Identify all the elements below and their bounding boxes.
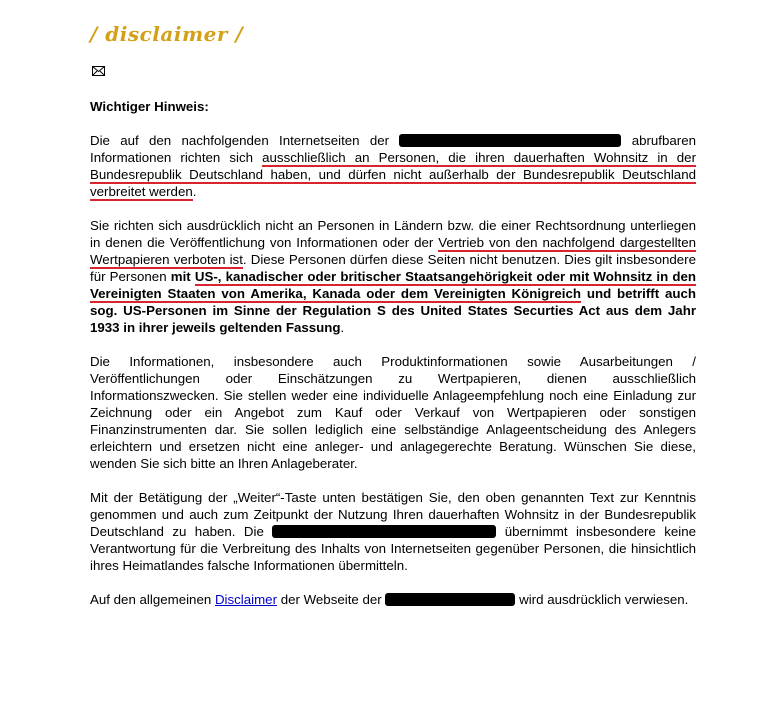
- p1-text-a: Die auf den nachfolgenden Internetseiten der: [90, 133, 390, 148]
- p2-bold-a: mit: [170, 269, 195, 284]
- p4-text-b: übernimmt insbesondere keine Verantwortung für die Verbreitung des Inhalts von Internetseiten gegenüber Personen, die hinsichtlich ihres Heimatlandes falsche Informationen übermitteln.: [90, 524, 697, 573]
- paragraph-4: [90, 489, 696, 574]
- p5-text-b: der Webseite der: [277, 592, 382, 607]
- p2-bold-b: und betrifft auch sog. US-Personen im Sinne der Regulation S des United States Securties Act aus dem Jahr 1933 in ihrer jeweils geltenden Fassung: [90, 286, 696, 335]
- p1-text-b: abrufbaren Informationen richten sich: [90, 133, 697, 165]
- paragraph-2: [90, 217, 696, 336]
- envelope-icon[interactable]: [92, 66, 105, 76]
- p2-text-end: .: [340, 320, 345, 335]
- redacted-block: [272, 525, 496, 538]
- page-title: / disclaimer /: [90, 22, 244, 46]
- heading-wichtiger-hinweis: Wichtiger Hinweis:: [90, 99, 209, 114]
- paragraph-1: [90, 132, 696, 200]
- disclaimer-link[interactable]: Disclaimer: [214, 592, 277, 607]
- p4-text-a: Mit der Betätigung der „Weiter“-Taste unten bestätigen Sie, den oben genannten Text zur Kenntnis genommen und auch zum Zeitpunkt der Nutzung Ihren dauerhaften Wohnsitz in der Bundesrepublik Deutschland zu haben. Die: [90, 490, 696, 539]
- p1-highlighted-text: ausschließlich an Personen, die ihren dauerhaften Wohnsitz in der Bundesrepublik Deutschland haben, und dürfen nicht außerhalb der Bundesrepublik Deutschland verbreitet werden: [90, 150, 697, 199]
- redacted-block: [399, 134, 621, 147]
- p5-text-c: wird ausdrücklich verwiesen.: [519, 592, 689, 607]
- p2-highlighted-text-2: US-, kanadischer oder britischer Staatsangehörigkeit oder mit Wohnsitz in den Vereinigten Staaten von Amerika, Kanada oder dem Vereinigten Königreich: [90, 269, 697, 301]
- paragraph-5: [90, 591, 696, 608]
- p5-text-a: Auf den allgemeinen: [90, 592, 215, 607]
- p1-text-end: .: [192, 184, 197, 199]
- p2-text-b: . Diese Personen dürfen diese Seiten nicht benutzen. Dies gilt insbesondere für Personen: [90, 252, 696, 284]
- disclaimer-content: [90, 98, 696, 625]
- p2-text-a: Sie richten sich ausdrücklich nicht an Personen in Ländern bzw. die einer Rechtsordnung unterliegen in denen die Veröffentlichung von Informationen oder der: [90, 218, 696, 250]
- p2-highlighted-text-1: Vertrieb von den nachfolgend dargestellten Wertpapieren verboten ist: [90, 235, 697, 267]
- redacted-block: [385, 593, 515, 606]
- paragraph-3: Die Informationen, insbesondere auch Produktinformationen sowie Ausarbeitungen / Veröffentlichungen oder Einschätzungen zu Wertpapieren, dienen ausschließlich Informationszwecken. Sie stellen weder eine individuelle Anlageempfehlung noch eine Einladung zur Zeichnung oder ein Angebot zum Kauf oder Verkauf von Wertpapieren oder sonstigen Finanzinstrumenten dar. Sie sollen lediglich eine selbständige Anlageentscheidung des Anlegers erleichtern und ersetzen nicht eine anleger- und anlagegerechte Beratung. Wünschen Sie diese, wenden Sie sich bitte an Ihren Anlageberater.: [90, 354, 696, 471]
